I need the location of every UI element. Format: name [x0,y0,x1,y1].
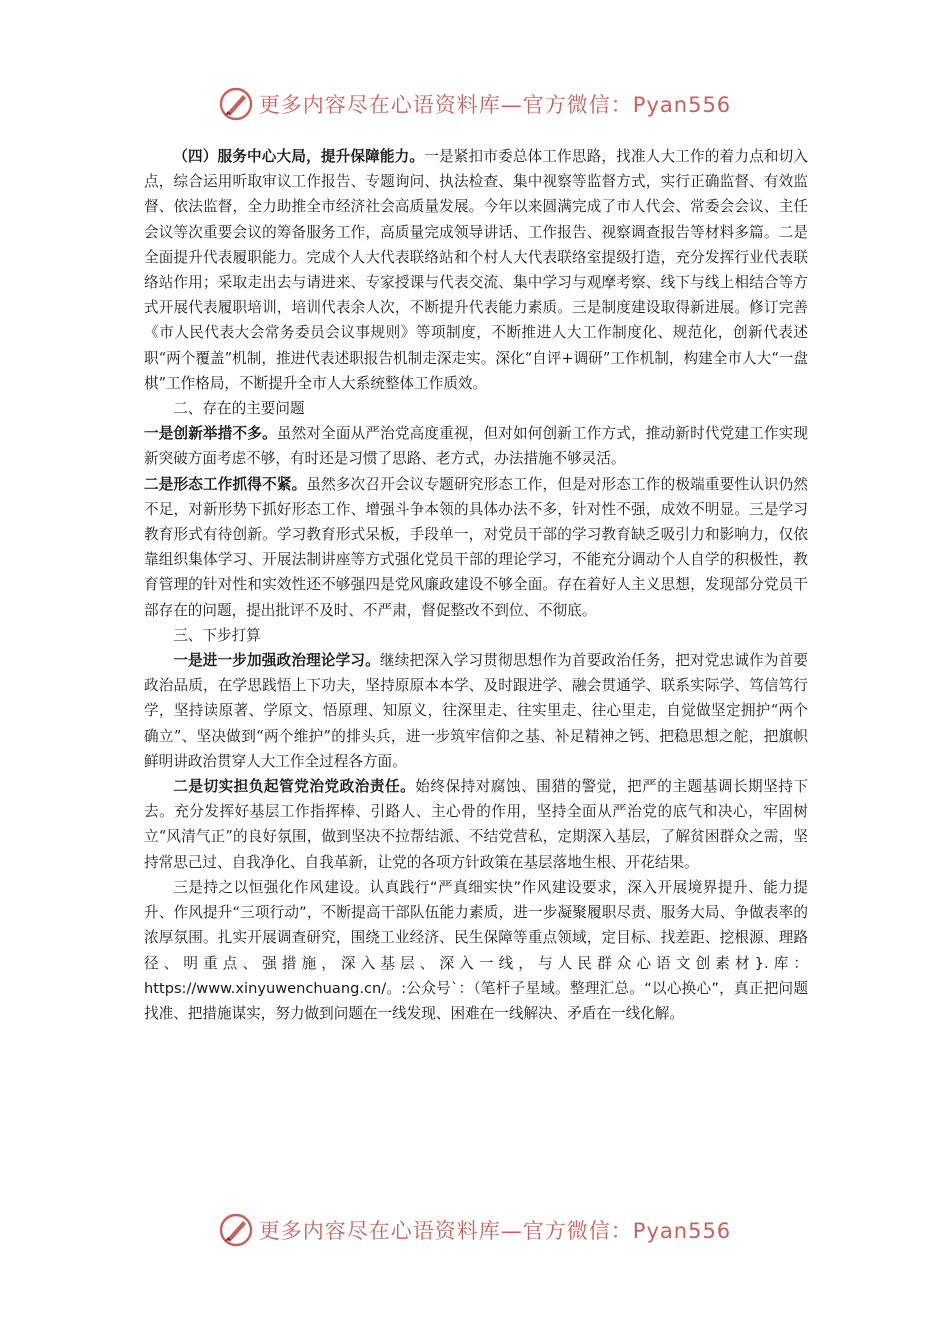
pen-logo-icon [219,87,253,121]
section-heading-problems: 二、存在的主要问题 [173,400,305,418]
watermark-banner-top [0,82,950,126]
watermark-text: 更多内容尽在心语资料库—官方微信：Pyan556 [258,1219,732,1243]
paragraph-heading: （四）服务中心大局，提升保障能力。 [173,148,425,165]
pen-logo-icon [219,1213,253,1247]
document-body [144,144,808,1026]
paragraph-text: 虽然对全面从严治党高度重视，但对如何创新工作方式，推动新时代党建工作实现新突破方面考虑不够，有时还是习惯了思路、老方式，办法措施不够灵活。 [144,425,808,468]
section-heading-next-steps: 三、下步打算 [173,626,261,644]
paragraph-plan-3: 三是持之以恒强化作风建设。认真践行“严真细实快”作风建设要求，深入开展境界提升、能力提升、作风提升“三项行动”，不断提高干部队伍能力素质，进一步凝聚履职尽责、服务大局、争做表率的浓厚氛围。扎实开展调查研究，围绕工业经济、民生保障等重点领域，定目标、找差距、挖根源、理路径、明重点、强措施，深入基层、深入一线，与人民群众心语文创素材}.库：https://www.xinyuwenchuang.cn/。:公众号`：（笔杆子星域。整理汇总。“以心换心”，真正把问题找准、把措施谋实，努力做到问题在一线发现、困难在一线解决、矛盾在一线化解。 [144,878,808,1022]
paragraph-heading: 二是形态工作抓得不紧。 [144,475,307,493]
paragraph-heading: 二是切实担负起管党治党政治责任。 [173,778,416,796]
paragraph-service-center [144,144,808,396]
paragraph-text: 一是紧扣市委总体工作思路，找准人大工作的着力点和切入点，综合运用听取审议工作报告、专题询问、执法检查、集中视察等监督方式，实行正确监督、有效监督、依法监督，全力助推全市经济社会高质量发展。今年以来圆满完成了市人代会、常委会会议、主任会议等次重要会议的筹备服务工作，高质量完成领导讲话、工作报告、视察调查报告等材料多篇。二是全面提升代表履职能力。完成个人大代表联络站和个村人大代表联络室提级打造，充分发挥行业代表联络站作用；采取走出去与请进来、专家授课与代表交流、集中学习与观摩考察、线下与线上相结合等方式开展代表履职培训，培训代表余人次，不断提升代表能力素质。三是制度建设取得新进展。修订完善《市人民代表大会常务委员会议事规则》等项制度，不断推进人大工作制度化、规范化，创新代表述职“两个覆盖”机制，推进代表述职报告机制走深走实。深化“自评+调研”工作机制，构建全市人大“一盘棋”工作格局，不断提升全市人大系统整体工作质效。 [144,148,808,392]
paragraph-text: 继续把深入学习贯彻思想作为首要政治任务，把对党忠诚作为首要政治品质，在学思践悟上下功夫，坚持原原本本学、及时跟进学、融会贯通学、联系实际学、笃信笃行学，坚持读原著、学原文、悟原理、知原义，往深里走、往实里走、往心里走，自觉做坚定拥护“两个确立”、坚决做到“两个维护”的排头兵，进一步筑牢信仰之基、补足精神之钙、把稳思想之舵，把旗帜鲜明讲政治贯穿人大工作全过程各方面。 [144,652,808,770]
paragraph-text: 虽然多次召开会议专题研究形态工作，但是对形态工作的极端重要性认识仍然不足，对新形势下抓好形态工作、增强斗争本领的具体办法不多，针对性不强，成效不明显。三是学习教育形式有待创新。学习教育形式呆板，手段单一，对党员干部的学习教育缺乏吸引力和影响力，仅依靠组织集体学习、开展法制讲座等方式强化党员干部的理论学习，不能充分调动个人自学的积极性，教育管理的针对性和实效性还不够强四是党风廉政建设不够全面。存在着好人主义思想，发现部分党员干部存在的问题，提出批评不及时、不严肃，督促整改不到位、不彻底。 [144,475,808,619]
paragraph-problem-2 [144,472,808,623]
watermark-banner-bottom [0,1208,950,1252]
paragraph-text: 始终保持对腐蚀、围猎的警觉，把严的主题基调长期坚持下去。充分发挥好基层工作指挥棒、引路人、主心骨的作用，坚持全面从严治党的底气和决心，牢固树立“风清气正”的良好氛围，做到坚决不拉帮结派、不结党营私，定期深入基层，了解贫困群众之需，坚持常思己过、自我净化、自我革新，让党的各项方针政策在基层落地生根、开花结果。 [144,778,808,871]
watermark-text: 更多内容尽在心语资料库—官方微信：Pyan556 [258,93,732,117]
paragraph-plan-2 [144,774,808,875]
paragraph-plan-1 [144,648,808,774]
paragraph-heading: 一是进一步加强政治理论学习。 [173,652,380,670]
paragraph-heading: 一是创新举措不多。 [144,425,277,443]
paragraph-problem-1 [144,421,808,471]
